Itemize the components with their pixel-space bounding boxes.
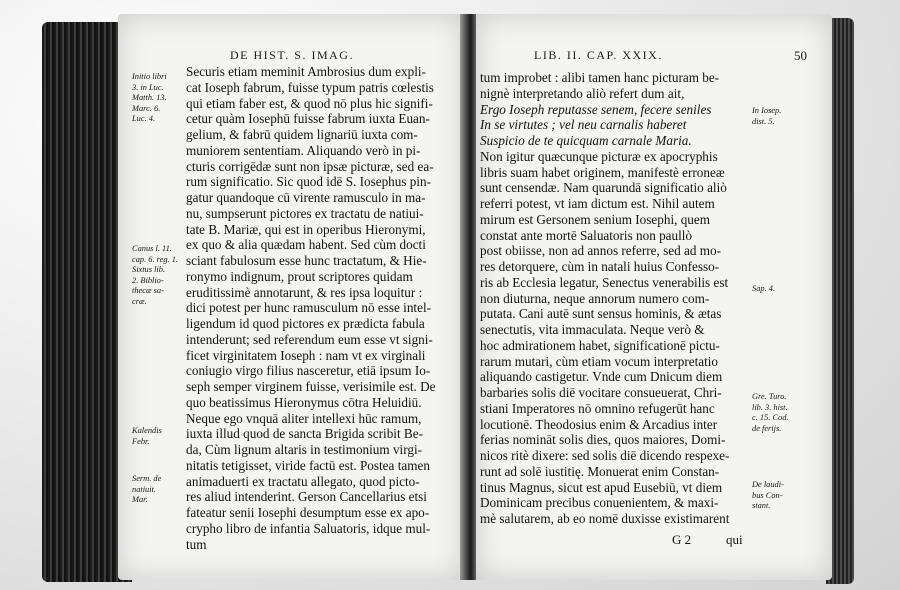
margin-note [132, 244, 178, 307]
text-line: nignè interpretando aliò refert dum ait, [480, 85, 685, 101]
text-line: runt ad solē iustitię. Monuerat enim Constan- [480, 463, 720, 479]
margin-note [752, 480, 784, 512]
margin-note-line: Gre. Turo. [752, 392, 787, 401]
text-line: dici potest per hunc ramusculum nō esse intel- [186, 300, 432, 316]
text-line: nicos ritè dixere: sed solis diē dicendo respexe- [480, 448, 730, 463]
text-line: Ergo Ioseph reputasse senem, fecere seniles [480, 101, 712, 117]
text-line: putata. Cani autē sunt sensus hominis, & ætas [480, 306, 722, 322]
margin-note-line: Luc. 4. [132, 114, 156, 123]
margin-note-line: Sixtus lib. [132, 265, 166, 274]
text-line: tum improbet : alibi tamen hanc picturam be- [480, 70, 720, 85]
text-line: coniugio virgo filius nasceretur, etiā ipsum Io- [186, 363, 431, 379]
margin-note-line: Febr. [132, 436, 150, 446]
text-line: gatur quandoque cū virente ramusculo in ma- [186, 190, 426, 205]
left-running-header: DE HIST. S. IMAG. [230, 48, 354, 62]
text-line: crypho libro de infantia Saluatoris, idque mul- [186, 520, 431, 536]
right-body-text [480, 70, 748, 527]
margin-note-line: Marc. 6. [132, 103, 161, 113]
margin-note-line: c. 15. Cod. [752, 413, 789, 422]
text-line: sciant fabulosum esse hunc tractatum, & Hie- [186, 253, 427, 268]
text-line: libris suam habet originem, manifestè erroneæ [480, 164, 725, 180]
margin-note-line: cræ. [132, 296, 147, 306]
text-line: ligendum id quod pictores ex prædicta fabula [186, 316, 425, 331]
text-line: referri potest, vt iam dictum est. Nihil autem [480, 196, 715, 211]
text-line: seph semper virginem fuisse, verisimile est. De [186, 379, 436, 394]
left-page [118, 14, 464, 580]
margin-note [752, 106, 781, 127]
catchword: qui [726, 532, 743, 547]
text-line: rum significatio. Sic quod idē S. Iosephus pin- [186, 174, 432, 190]
margin-note [132, 72, 167, 125]
text-line: muniorem sententiam. Aliquando verò in pi- [186, 142, 421, 158]
text-line: res detorquere, cùm in natali huius Confesso- [480, 259, 720, 274]
text-line: animaduerti ex tractatu allegato, quod picto- [186, 473, 420, 489]
margin-note-line: Matth. 13. [132, 93, 167, 102]
margin-note-line: De laudi- [752, 480, 784, 489]
text-line: cat Ioseph fabrum, fuisse typum patris cœlestis [186, 79, 434, 95]
margin-note-line: Serm. de [132, 474, 162, 483]
text-line: tate B. Mariæ, qui est in operibus Hieronymi, [186, 221, 426, 237]
margin-note-line: thecæ sa- [132, 286, 164, 295]
margin-note-line: bus Con- [752, 490, 783, 500]
text-line: gelium, & fabrū quidem lignariū iuxta com- [186, 127, 418, 142]
text-line: senectutis, vita immaculata. Neque verò & [480, 322, 705, 337]
margin-note-line: 2. Biblio- [132, 275, 164, 285]
margin-note [752, 284, 775, 295]
text-line: nitatis tetigisset, viride factū est. Postea tamen [186, 457, 430, 473]
margin-note [132, 474, 161, 506]
text-line: sunt censendæ. Nam quarundā significatio aliò [480, 180, 727, 196]
text-line: ronymo indignum, prout scriptores quidam [186, 268, 413, 284]
margin-note-line: stant. [752, 501, 771, 510]
text-line: In se virtutes ; vel neu carnalis haberet [480, 117, 687, 133]
text-line: Suspicio de te quicquam carnale Maria. [480, 133, 692, 148]
text-line: rarum mutari, cùm etiam vocum interpretatio [480, 353, 719, 369]
text-line: Securis etiam meminit Ambrosius dum expli- [186, 64, 426, 79]
text-line: constat ante mortē Saluatoris non paullò [480, 227, 693, 243]
open-book [42, 4, 854, 584]
text-line: intenderunt; sed referendum eum esse vt signi- [186, 331, 433, 347]
page-number: 50 [794, 48, 807, 63]
text-line: da, Cùm lignum altaris in testimonium virgi- [186, 442, 423, 457]
text-line: post obiisse, non ad annos referre, sed ad mo- [480, 243, 721, 259]
text-line: res aliud intenderint. Gerson Cancellarius etsi [186, 489, 427, 505]
text-line: ex quo & alia quædam habent. Sed cùm docti [186, 237, 426, 253]
text-line: Non igitur quæcunque picturæ ex apocryphis [480, 148, 718, 164]
margin-note-line: Initio libri [132, 72, 167, 81]
margin-note-line: Sap. 4. [752, 284, 776, 293]
right-running-header: LIB. II. CAP. XXIX. [534, 48, 663, 62]
text-line: ferias nomināt solis dies, quos maiores, Domi- [480, 432, 726, 448]
margin-note-line: cap. 6. reg. 1. [132, 254, 178, 264]
signature-mark: G 2 [672, 532, 692, 547]
left-body-text [186, 64, 460, 552]
margin-note-line: Mar. [132, 495, 148, 504]
text-line: tinus Magnus, sicut est apud Eusebiū, vt diem [480, 479, 723, 495]
margin-note [132, 426, 162, 447]
text-line: tum [186, 536, 207, 552]
margin-note-line: natiuit. [132, 484, 156, 494]
text-line: aliquando castigetur. Vnde cum Dnicum diem [480, 369, 723, 385]
text-line: qui etiam faber est, & quod nō plus hic signifi- [186, 95, 433, 111]
margin-note-line: In Iosep. [752, 106, 782, 115]
text-line: cetur quàm Iosephū fuisse fabrum iuxta Euan- [186, 111, 430, 127]
margin-note [752, 392, 789, 434]
text-line: eruditissimè annotarunt, & res ipsa loquitur : [186, 284, 423, 300]
text-line: Neque ego vnquā aliter intellexi hūc ramum, [186, 410, 422, 426]
text-line: iuxta illud quod de sancta Brigida scribit Be- [186, 426, 423, 442]
text-line: locutionē. Theodosius enim & Arcadius inter [480, 416, 718, 432]
text-line: hoc admirationem habet, significationē pictu- [480, 337, 720, 353]
margin-note-line: Canus l. 11. [132, 244, 172, 253]
text-line: barbaries solis diē vocitare consueuerat, Chri- [480, 385, 722, 400]
text-line: nu, sumpserunt pictores ex tractatu de natiui- [186, 205, 424, 221]
margin-note-line: dist. 5. [752, 116, 775, 126]
text-line: ficet virginitatem Ioseph : nam vt ex virginali [186, 347, 426, 363]
text-line: ris ab Ecclesia legatur, Senectus venerabilis est [480, 274, 729, 290]
text-line: cturis corrigēdæ sunt non ipsæ picturæ, sed ea- [186, 158, 434, 174]
margin-note-line: 3. in Luc. [132, 82, 164, 92]
margin-note-line: Kalendis [132, 426, 162, 435]
text-line: mè salutarem, ab eo nomē duxisse existimarent [480, 511, 730, 526]
text-line: stiani Imperatores nō omnino refugerūt hanc [480, 400, 715, 416]
text-line: Dominicam precibus conuenientem, & maxi- [480, 495, 719, 511]
text-line: fateatur senii Iosephi desumptum esse ex apo- [186, 505, 430, 520]
margin-note-line: de ferijs. [752, 423, 782, 433]
text-line: non diuturna, neque annorum numero com- [480, 290, 710, 306]
text-line: mirum est Gersonem senium Iosephi, quem [480, 211, 711, 227]
margin-note-line: lib. 3. hist. [752, 402, 788, 412]
right-page [476, 14, 832, 580]
text-line: quo beatissimus Hieronymus cōtra Heluidiū. [186, 394, 422, 410]
